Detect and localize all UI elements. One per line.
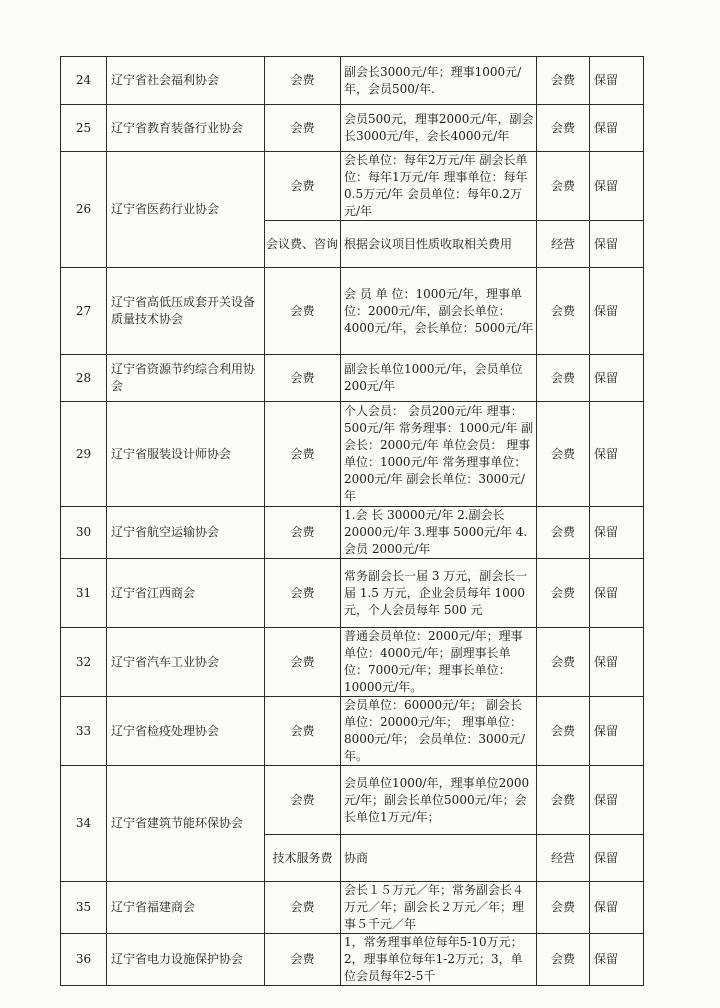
fee-remark: 保留 [590, 402, 644, 507]
table-row [61, 507, 644, 559]
fee-nature: 会费 [537, 559, 590, 628]
fee-type: 会费 [265, 152, 341, 221]
fee-remark: 保留 [590, 697, 644, 766]
fee-table [60, 56, 644, 986]
row-number: 29 [61, 402, 107, 507]
fee-nature: 经营 [537, 221, 590, 268]
association-name: 辽宁省服装设计师协会 [107, 402, 265, 507]
association-name: 辽宁省资源节约综合利用协会 [107, 355, 265, 402]
table-row [61, 355, 644, 402]
association-name: 辽宁省福建商会 [107, 882, 265, 934]
association-name: 辽宁省汽车工业协会 [107, 628, 265, 697]
table-row [61, 628, 644, 697]
table-row [61, 152, 644, 221]
fee-standard: 1，常务理事单位每年5-10万元；2，理事单位每年1-2万元；3，单位会员每年2-5千 [341, 934, 537, 986]
fee-remark: 保留 [590, 507, 644, 559]
fee-type: 会费 [265, 628, 341, 697]
fee-nature: 会费 [537, 766, 590, 835]
fee-remark: 保留 [590, 152, 644, 221]
table-row [61, 105, 644, 152]
row-number: 32 [61, 628, 107, 697]
fee-standard: 会 员 单 位：1000元/年，理事单位：2000元/年，副会长单位：4000元/年，会长单位：5000元/年 [341, 268, 537, 355]
association-name: 辽宁省检疫处理协会 [107, 697, 265, 766]
table-row [61, 402, 644, 507]
fee-remark: 保留 [590, 628, 644, 697]
row-number: 34 [61, 766, 107, 882]
association-name: 辽宁省电力设施保护协会 [107, 934, 265, 986]
fee-standard: 常务副会长一届 3 万元，副会长一届 1.5 万元，企业会员每年 1000 元，个人会员每年 500 元 [341, 559, 537, 628]
fee-nature: 会费 [537, 268, 590, 355]
association-name: 辽宁省江西商会 [107, 559, 265, 628]
fee-standard: 协商 [341, 835, 537, 882]
fee-type: 会费 [265, 559, 341, 628]
table-row [61, 697, 644, 766]
fee-remark: 保留 [590, 105, 644, 152]
fee-type: 技术服务费 [265, 835, 341, 882]
fee-nature: 会费 [537, 152, 590, 221]
fee-type: 会费 [265, 105, 341, 152]
row-number: 36 [61, 934, 107, 986]
fee-standard: 普通会员单位：2000元/年；理事单位：4000元/年；副理事长单位：7000元/年；理事长单位：10000元/年。 [341, 628, 537, 697]
row-number: 28 [61, 355, 107, 402]
association-name: 辽宁省高低压成套开关设备质量技术协会 [107, 268, 265, 355]
fee-standard: 会员500元，理事2000元/年，副会长3000元/年，会长4000元/年 [341, 105, 537, 152]
fee-nature: 经营 [537, 835, 590, 882]
row-number: 35 [61, 882, 107, 934]
fee-remark: 保留 [590, 221, 644, 268]
row-number: 33 [61, 697, 107, 766]
fee-standard: 根据会议项目性质收取相关费用 [341, 221, 537, 268]
fee-remark: 保留 [590, 268, 644, 355]
fee-standard: 副会长3000元/年；理事1000元/年，会员500/年. [341, 57, 537, 105]
fee-remark: 保留 [590, 766, 644, 835]
fee-nature: 会费 [537, 882, 590, 934]
fee-standard: 会长１５万元／年；常务副会长４万元／年；副会长２万元／年；理事５千元／年 [341, 882, 537, 934]
row-number: 25 [61, 105, 107, 152]
fee-type: 会费 [265, 697, 341, 766]
fee-nature: 会费 [537, 105, 590, 152]
fee-type: 会费 [265, 507, 341, 559]
association-name: 辽宁省教育装备行业协会 [107, 105, 265, 152]
fee-nature: 会费 [537, 355, 590, 402]
fee-remark: 保留 [590, 835, 644, 882]
table-row [61, 268, 644, 355]
association-name: 辽宁省航空运输协会 [107, 507, 265, 559]
row-number: 24 [61, 57, 107, 105]
table-row [61, 766, 644, 835]
table-row [61, 57, 644, 105]
association-name: 辽宁省社会福利协会 [107, 57, 265, 105]
table-row [61, 934, 644, 986]
fee-type: 会费 [265, 766, 341, 835]
fee-standard: 会员单位1000/年，理事单位2000元/年；副会长单位5000元/年；会长单位1万元/年； [341, 766, 537, 835]
fee-type: 会费 [265, 934, 341, 986]
fee-type: 会费 [265, 882, 341, 934]
fee-type: 会费 [265, 402, 341, 507]
fee-remark: 保留 [590, 882, 644, 934]
fee-standard: 个人会员： 会员200元/年 理事：500元/年 常务理事：1000元/年 副会长：2000元/年 单位会员： 理事单位：1000元/年 常务理事单位：2000元/年 副会长单位：3000元/年 [341, 402, 537, 507]
row-number: 30 [61, 507, 107, 559]
fee-type: 会费 [265, 57, 341, 105]
fee-standard: 会员单位：60000元/年； 副会长单位：20000元/年； 理事单位：8000元/年； 会员单位：3000元/年。 [341, 697, 537, 766]
association-name: 辽宁省建筑节能环保协会 [107, 766, 265, 882]
fee-type: 会费 [265, 355, 341, 402]
fee-nature: 会费 [537, 57, 590, 105]
fee-standard: 1.会 长 30000元/年 2.副会长20000元/年 3.理事 5000元/年 4.会员 2000元/年 [341, 507, 537, 559]
fee-nature: 会费 [537, 934, 590, 986]
fee-nature: 会费 [537, 697, 590, 766]
fee-remark: 保留 [590, 559, 644, 628]
fee-remark: 保留 [590, 934, 644, 986]
row-number: 31 [61, 559, 107, 628]
fee-standard: 副会长单位1000元/年，会员单位200元/年 [341, 355, 537, 402]
row-number: 27 [61, 268, 107, 355]
fee-type: 会议费、咨询 [265, 221, 341, 268]
fee-standard: 会长单位：每年2万元/年 副会长单位：每年1万元/年 理事单位：每年0.5万元/年 会员单位：每年0.2万元/年 [341, 152, 537, 221]
fee-remark: 保留 [590, 57, 644, 105]
fee-nature: 会费 [537, 507, 590, 559]
association-name: 辽宁省医药行业协会 [107, 152, 265, 268]
fee-remark: 保留 [590, 355, 644, 402]
row-number: 26 [61, 152, 107, 268]
fee-nature: 会费 [537, 402, 590, 507]
fee-nature: 会费 [537, 628, 590, 697]
fee-type: 会费 [265, 268, 341, 355]
table-row [61, 882, 644, 934]
table-row [61, 559, 644, 628]
